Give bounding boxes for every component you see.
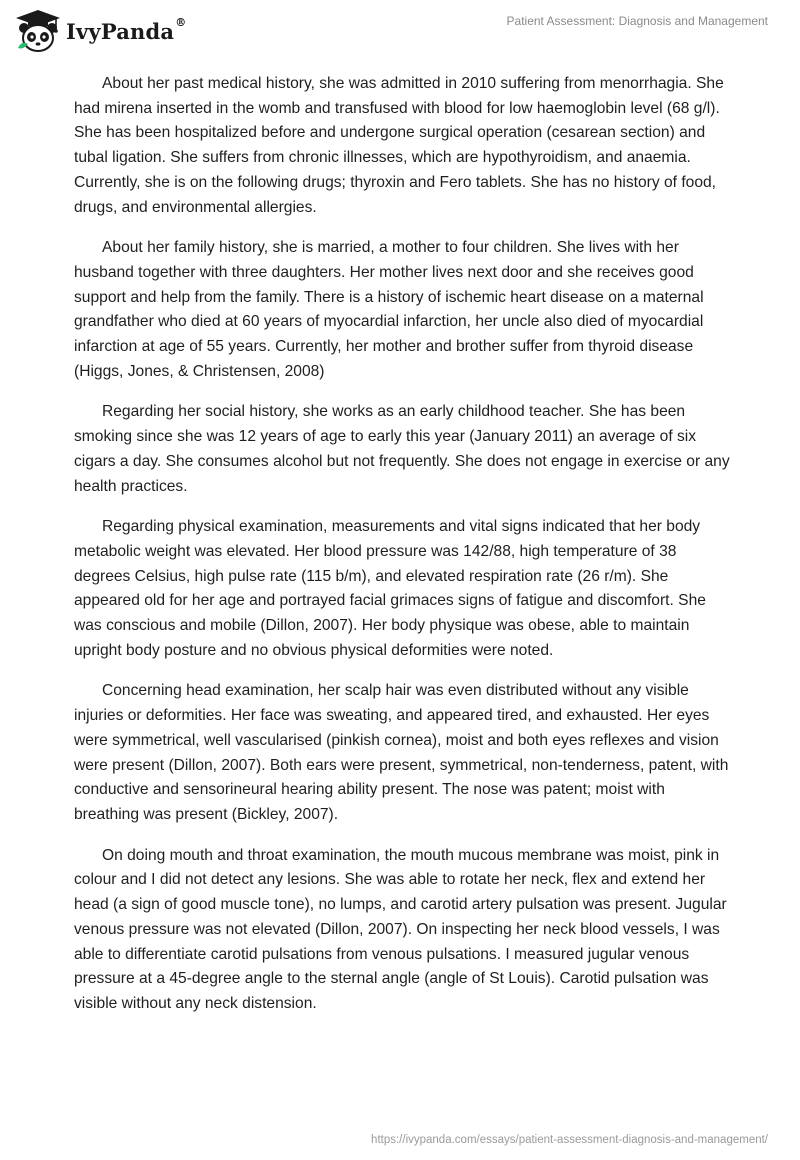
- source-url-link[interactable]: https://ivypanda.com/essays/patient-assessment-diagnosis-and-management/: [371, 1134, 768, 1146]
- paragraph-social-history: Regarding her social history, she works as an early childhood teacher. She has been smoking since she was 12 years of age to early this year (January 2011) an average of six cigars a day. She consumes alcohol but not frequently. She does not engage in exercise or any health practices.: [74, 403, 730, 495]
- logo-registered-mark: ®: [175, 15, 187, 29]
- logo-wordmark: [66, 15, 187, 44]
- panda-graduate-icon: [14, 8, 62, 54]
- paragraph-head-examination: Concerning head examination, her scalp hair was even distributed without any visible injuries or deformities. Her face was sweating, and appeared tired, and exhausted. Her eyes were symmetrical, well vascularised (pinkish cornea), moist and both eyes reflexes and vision were present (Dillon, 2007). Both ears were present, symmetrical, non-tenderness, patent, with conductive and sensorineural hearing ability present. The nose was patent; moist with breathing was present (Bickley, 2007).: [74, 682, 729, 823]
- ivypanda-logo[interactable]: [14, 8, 186, 54]
- logo-text: IvyPanda: [66, 18, 175, 44]
- paragraph-mouth-throat-examination: On doing mouth and throat examination, the mouth mucous membrane was moist, pink in colour and I did not detect any lesions. She was able to rotate her neck, flex and extend her head (a sign of good muscle tone), no lumps, and carotid artery pulsation was present. Jugular venous pressure was not elevated (Dillon, 2007). On inspecting her neck blood vessels, I was able to differentiate carotid pulsations from venous pulsations. I measured jugular venous pressure at a 45-degree angle to the sternal angle (angle of St Louis). Carotid pulsation was visible without any neck distension.: [74, 846, 727, 1012]
- paragraph-family-history: About her family history, she is married, a mother to four children. She lives with her husband together with three daughters. Her mother lives next door and she receives good support and help from the family. There is a history of ischemic heart disease on a maternal grandfather who died at 60 years of myocardial infarction, her uncle also died of myocardial infarction at age of 55 years. Currently, her mother and brother suffer from thyroid disease (Higgs, Jones, & Christensen, 2008): [74, 239, 704, 380]
- page-header: [0, 0, 800, 60]
- essay-body: [74, 72, 734, 1033]
- paragraph-past-medical-history: About her past medical history, she was admitted in 2010 suffering from menorrhagia. She had mirena inserted in the womb and transfused with blood for low haemoglobin level (68 g/l). She has been hospitalized before and undergone surgical operation (cesarean section) and tubal ligation. She suffers from chronic illnesses, which are hypothyroidism, and anaemia. Currently, she is on the following drugs; thyroxin and Fero tablets. She has no history of food, drugs, and environmental allergies.: [74, 75, 724, 216]
- paragraph-physical-examination: Regarding physical examination, measurements and vital signs indicated that her body metabolic weight was elevated. Her blood pressure was 142/88, high temperature of 38 degrees Celsius, high pulse rate (115 b/m), and elevated respiration rate (26 r/m). She appeared old for her age and portrayed facial grimaces signs of fatigue and discomfort. She was conscious and mobile (Dillon, 2007). Her body physique was obese, able to maintain upright body posture and no obvious physical deformities were noted.: [74, 518, 706, 659]
- document-title: Patient Assessment: Diagnosis and Management: [506, 14, 768, 28]
